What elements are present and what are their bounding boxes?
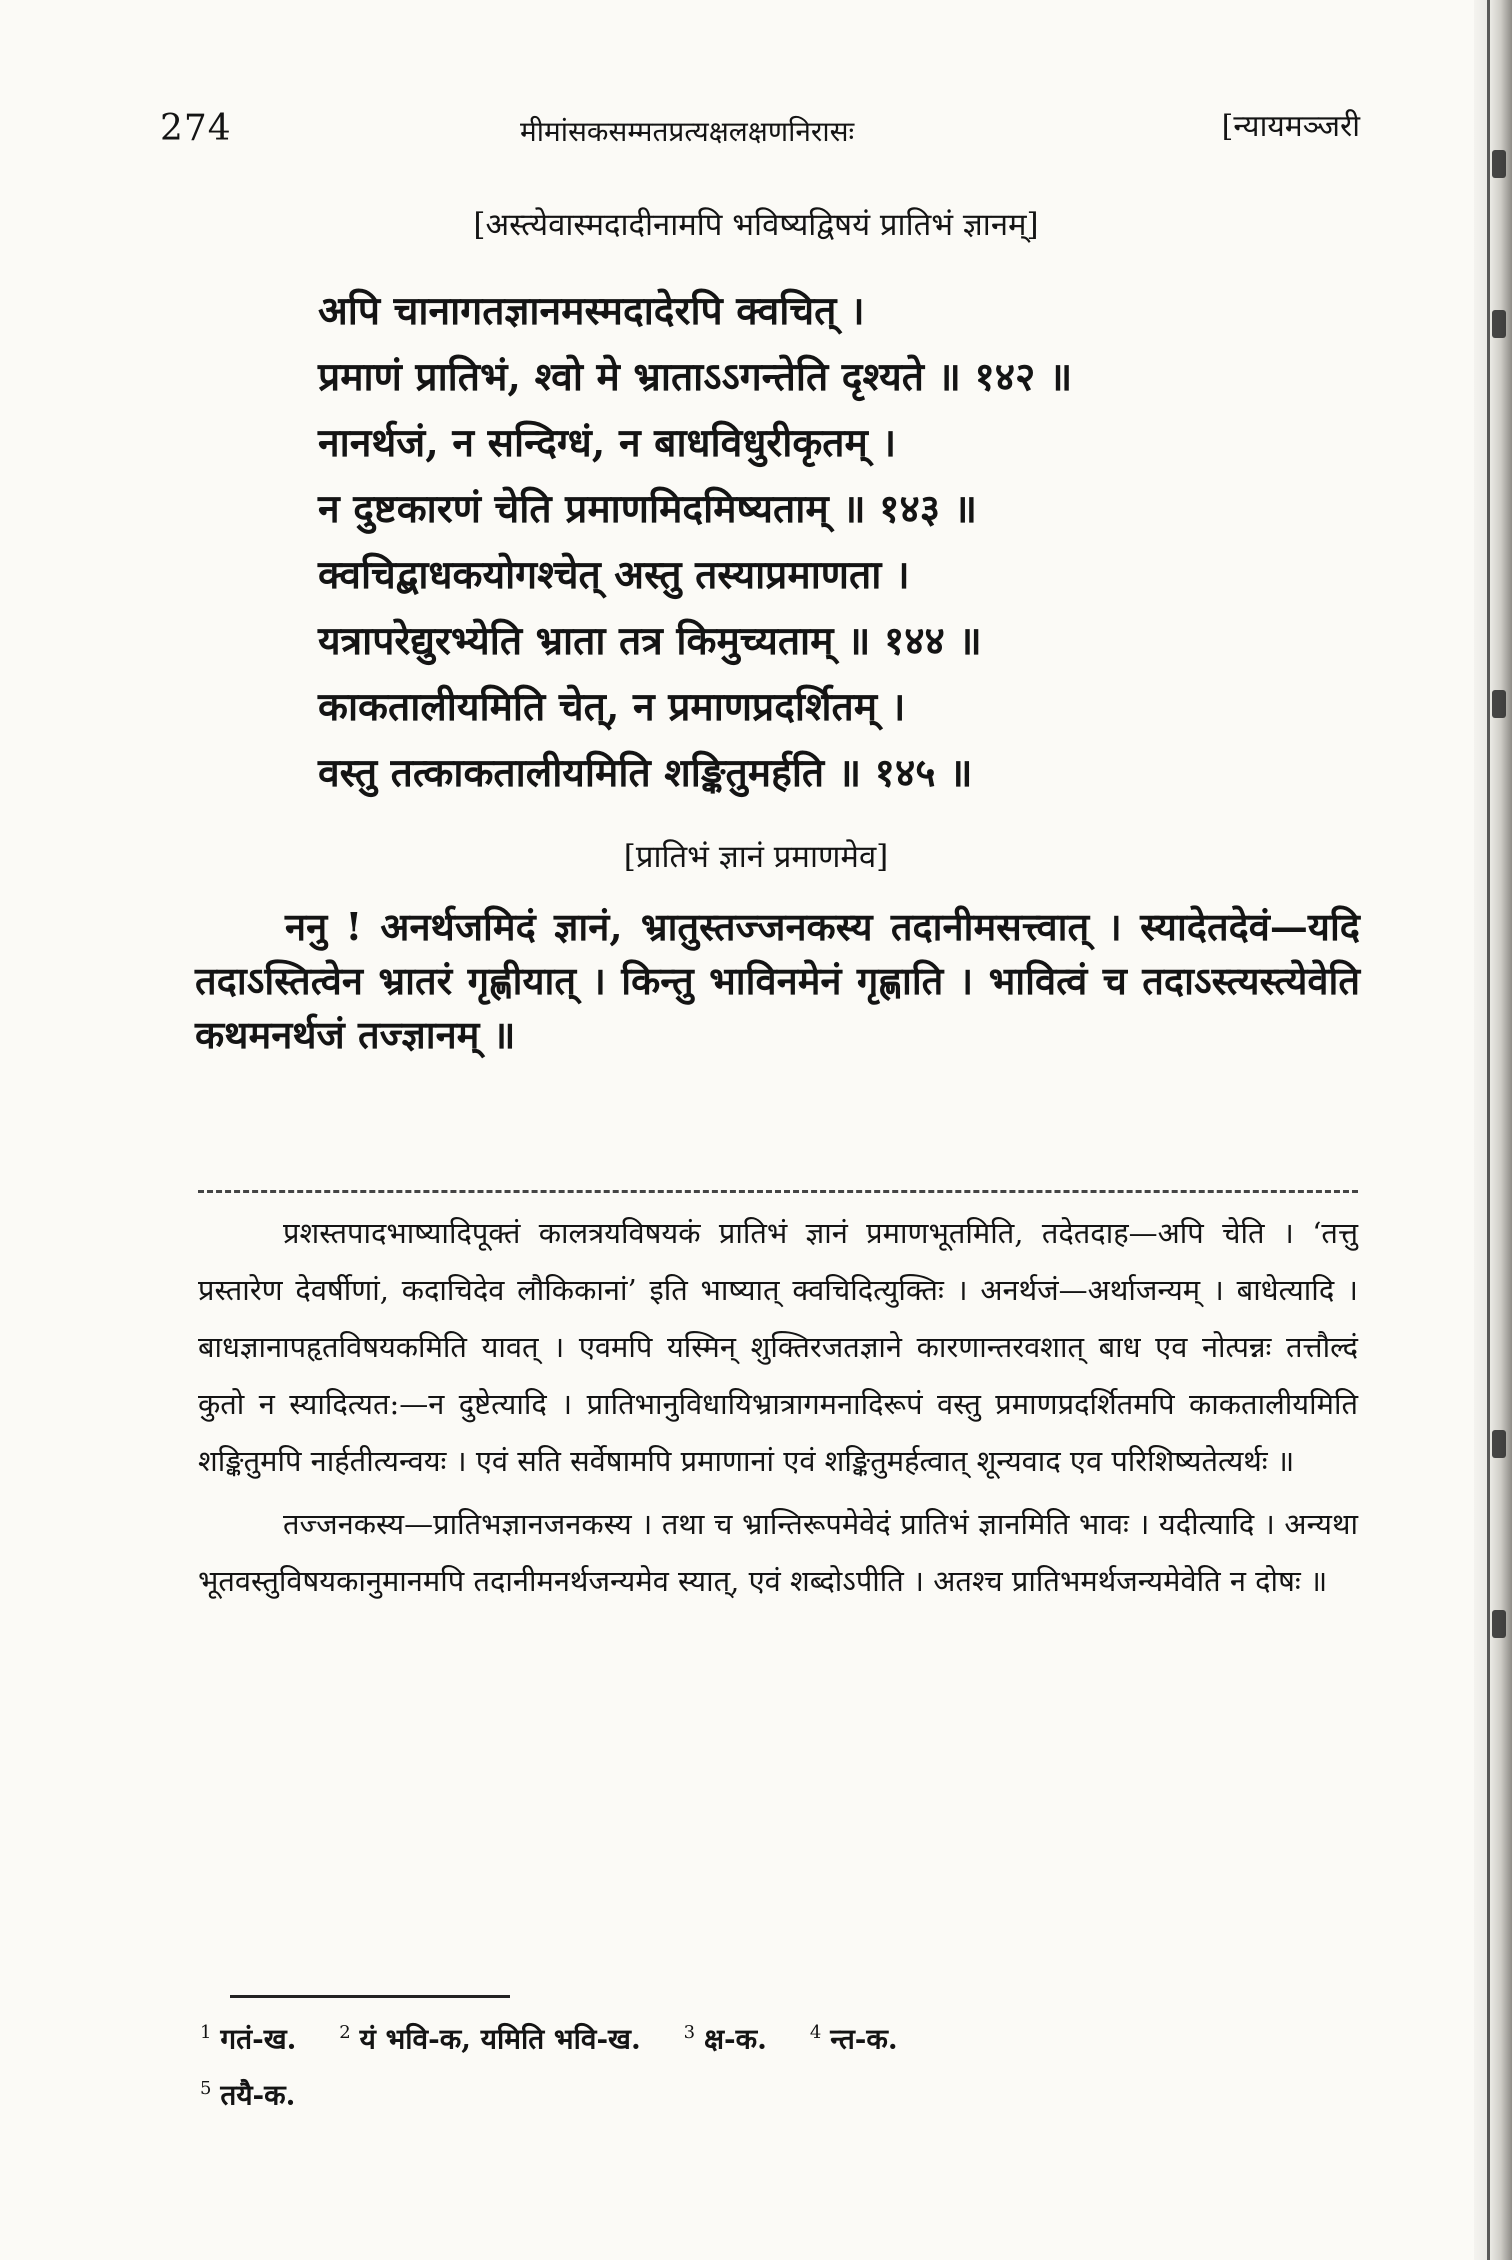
section-heading-1: [अस्त्येवास्मदादीनामपि भविष्यद्विषयं प्रातिभं ज्ञानम्] (473, 207, 1039, 243)
footnotes (200, 2005, 1370, 2117)
footnote: $^1$ गतं-ख. (200, 2022, 297, 2056)
spine-mark (1492, 310, 1506, 338)
verse-line: अपि चानागतज्ञानमस्मदादेरपि क्वचित् । (318, 288, 865, 334)
mula-text-block (195, 900, 1360, 1062)
footnote: $^4$ न्त-क. (809, 2022, 898, 2056)
spine-mark (1492, 150, 1506, 178)
verse-line: क्वचिद्बाधकयोगश्चेत् अस्तु तस्याप्रमाणता । (318, 552, 910, 598)
verse-line: प्रमाणं प्रातिभं, श्वो मे भ्राताऽऽगन्तेति दृश्यते ॥ १४२ ॥ (318, 354, 1073, 400)
section-heading-2: [प्रातिभं ज्ञानं प्रमाणमेव] (623, 839, 889, 875)
commentary-paragraph: प्रशस्तपादभाष्यादिपूक्तं कालत्रयविषयकं प्रातिभं ज्ञानं प्रमाणभूतमिति, तदेतदाह—अपि चेति । ‘तत्तु प्रस्तारेण देवर्षीणां, कदाचिदेव लौकिकानां’ इति भाष्यात् क्वचिदित्युक्तिः । अनर्थजं—अर्थाजन्यम् । बाधेत्यादि । बाधज्ञानापहृतविषयकमिति यावत् । एवमपि यस्मिन् शुक्तिरजतज्ञाने कारणान्तरवशात् बाध एव नोत्पन्नः तत्तौल्दं कुतो न स्यादित्यत:—न दुष्टेत्यादि । प्रातिभानुविधायिभ्रात्रागमनादिरूपं वस्तु प्रमाणप्रदर्शितमपि काकतालीयमिति शङ्कितुमपि नार्हतीत्यन्वयः । एवं सति सर्वेषामपि प्रमाणानां एवं शङ्कितुमर्हत्वात् शून्यवाद एव परिशिष्यतेत्यर्थः ॥ (198, 1216, 1358, 1478)
spine-mark (1492, 690, 1506, 718)
footnote: $^2$ यं भवि-क, यमिति भवि-ख. (339, 2022, 641, 2056)
verse-block (318, 278, 1318, 806)
verse-line: नानर्थजं, न सन्दिग्धं, न बाधविधुरीकृतम् । (318, 420, 897, 466)
footnote-line (200, 2005, 1370, 2061)
footnote: $^5$ तयै-क. (200, 2078, 296, 2112)
commentary-block (198, 1205, 1358, 1616)
spine-line (1487, 0, 1490, 2260)
section-separator (198, 1190, 1358, 1193)
page-number: 274 (160, 108, 232, 149)
verse-line: काकतालीयमिति चेत्, न प्रमाणप्रदर्शितम् । (318, 684, 906, 730)
commentary-paragraph: तज्जनकस्य—प्रातिभज्ञानजनकस्य । तथा च भ्रान्तिरूपमेवेदं प्रातिभं ज्ञानमिति भावः । यदीत्यादि । अन्यथा भूतवस्तुविषयकानुमानमपि तदानीमनर्थजन्यमेव स्यात्, एवं शब्दोऽपीति । अतश्च प्रातिभमर्थजन्यमेवेति न दोषः ॥ (198, 1507, 1358, 1598)
footnote-rule (230, 1995, 510, 1998)
footnote: $^3$ क्ष-क. (683, 2022, 767, 2056)
page-header (160, 100, 1370, 160)
running-book-title: [न्यायमञ्जरी (1221, 109, 1360, 144)
verse-line: न दुष्टकारणं चेति प्रमाणमिदमिष्यताम् ॥ १४३ ॥ (318, 486, 977, 532)
spine-mark (1492, 1610, 1506, 1638)
page-spine-edge (1474, 0, 1512, 2260)
footnote-line (200, 2061, 1370, 2117)
spine-mark (1492, 1430, 1506, 1458)
verse-line: वस्तु तत्काकतालीयमिति शङ्कितुमर्हति ॥ १४५ ॥ (318, 750, 973, 796)
verse-line: यत्रापरेद्युरभ्येति भ्राता तत्र किमुच्यताम् ॥ १४४ ॥ (318, 618, 982, 664)
mula-paragraph: ननु ! अनर्थजमिदं ज्ञानं, भ्रातुस्तज्जनकस्य तदानीमसत्त्वात् । स्यादेतदेवं—यदि तदाऽस्तित्वेन भ्रातरं गृह्णीयात् । किन्तु भाविनमेनं गृह्णाति । भावित्वं च तदाऽस्त्यस्त्येवेति कथमनर्थजं तज्ज्ञानम् ॥ (195, 904, 1360, 1057)
running-title: मीमांसकसम्मतप्रत्यक्षलक्षणनिरासः (520, 115, 855, 148)
